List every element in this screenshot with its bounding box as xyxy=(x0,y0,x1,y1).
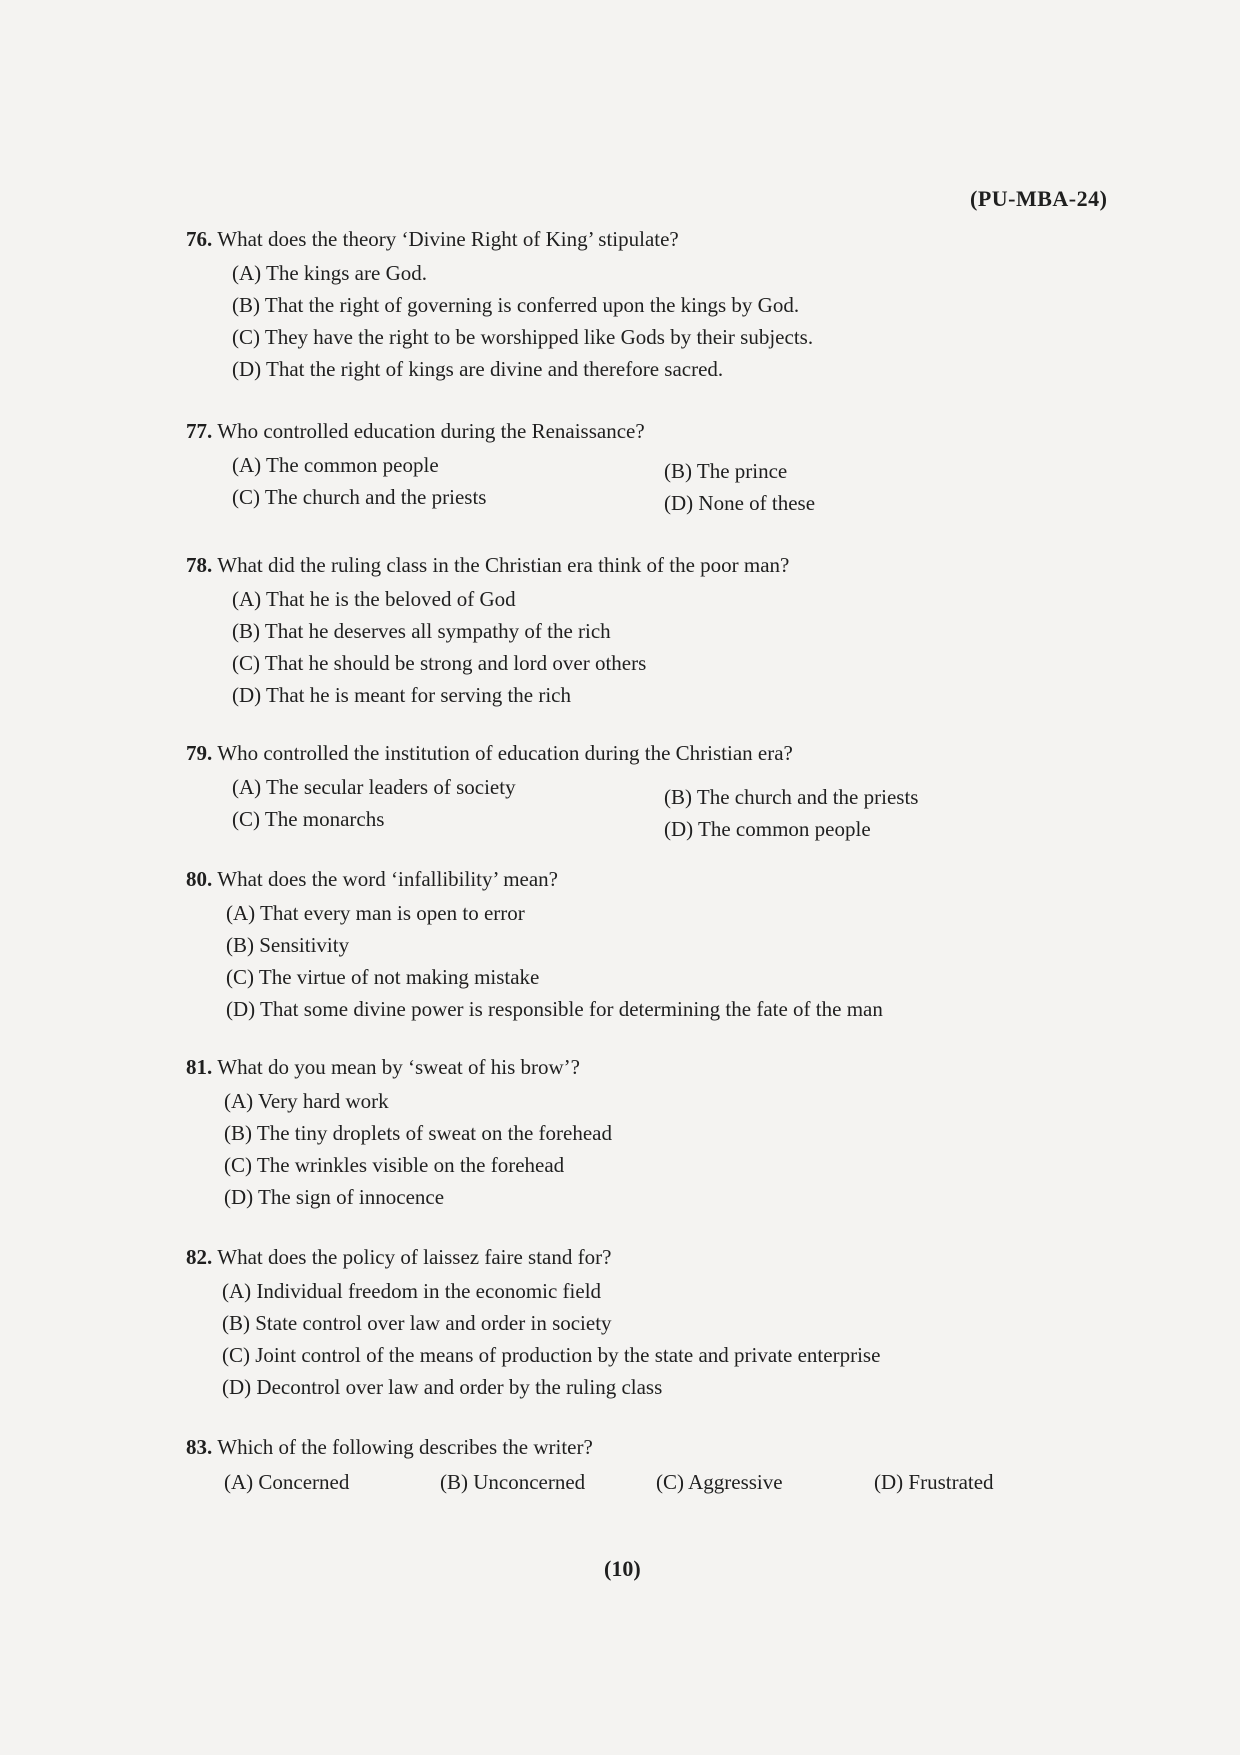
option-b: (B) State control over law and order in society xyxy=(222,1311,612,1336)
option-a: (A) The kings are God. xyxy=(232,261,427,286)
question-82 xyxy=(186,1244,1086,1403)
question-text: What does the word ‘infallibility’ mean? xyxy=(217,867,558,891)
question-text: What do you mean by ‘sweat of his brow’? xyxy=(217,1055,580,1079)
options-grid xyxy=(232,771,992,842)
option-b: (B) The tiny droplets of sweat on the forehead xyxy=(224,1121,612,1146)
question-stem xyxy=(186,1244,1086,1271)
option-c: (C) That he should be strong and lord over others xyxy=(232,651,647,676)
option-d: (D) The common people xyxy=(664,817,871,842)
question-77 xyxy=(186,418,1086,516)
question-text: What does the theory ‘Divine Right of King’ stipulate? xyxy=(217,227,679,251)
question-text: What does the policy of laissez faire stand for? xyxy=(217,1245,612,1269)
question-78 xyxy=(186,552,1086,711)
question-number: 81. xyxy=(186,1055,213,1079)
page-number: (10) xyxy=(604,1556,641,1581)
option-c: (C) The wrinkles visible on the forehead xyxy=(224,1153,565,1178)
question-number: 79. xyxy=(186,741,213,765)
option-a: (A) Individual freedom in the economic field xyxy=(222,1279,602,1304)
option-d: (D) None of these xyxy=(664,491,816,516)
option-c: (C) Joint control of the means of production by the state and private enterprise xyxy=(222,1343,881,1368)
question-stem xyxy=(186,552,1086,579)
option-d: (D) Decontrol over law and order by the ruling class xyxy=(222,1375,663,1400)
option-d: (D) That some divine power is responsible for determining the fate of the man xyxy=(226,997,883,1022)
question-stem xyxy=(186,740,1086,767)
option-a: (A) Concerned xyxy=(224,1470,350,1495)
option-d: (D) That the right of kings are divine and therefore sacred. xyxy=(232,357,724,382)
options-grid xyxy=(232,449,992,516)
options-row xyxy=(224,1465,1024,1499)
option-a: (A) That every man is open to error xyxy=(226,901,525,926)
question-text: Who controlled the institution of education during the Christian era? xyxy=(217,741,793,765)
option-a: (A) Very hard work xyxy=(224,1089,389,1114)
question-number: 82. xyxy=(186,1245,213,1269)
option-c: (C) They have the right to be worshipped like Gods by their subjects. xyxy=(232,325,814,350)
option-d: (D) The sign of innocence xyxy=(224,1185,445,1210)
option-b: (B) The church and the priests xyxy=(664,785,919,810)
option-b: (B) Unconcerned xyxy=(440,1470,586,1495)
question-83 xyxy=(186,1434,1086,1499)
option-d: (D) Frustrated xyxy=(874,1470,994,1495)
option-a: (A) That he is the beloved of God xyxy=(232,587,516,612)
question-81 xyxy=(186,1054,1086,1213)
question-stem xyxy=(186,1434,1086,1461)
question-stem xyxy=(186,1054,1086,1081)
question-text: Which of the following describes the writer? xyxy=(217,1435,593,1459)
paper-code: (PU-MBA-24) xyxy=(970,186,1108,211)
question-number: 78. xyxy=(186,553,213,577)
option-c: (C) The virtue of not making mistake xyxy=(226,965,540,990)
question-number: 80. xyxy=(186,867,213,891)
question-text: What did the ruling class in the Christian era think of the poor man? xyxy=(217,553,790,577)
option-d: (D) That he is meant for serving the rich xyxy=(232,683,572,708)
option-b: (B) That the right of governing is conferred upon the kings by God. xyxy=(232,293,800,318)
question-76 xyxy=(186,226,1086,385)
option-a: (A) The common people xyxy=(232,453,439,478)
question-stem xyxy=(186,418,1086,445)
option-b: (B) That he deserves all sympathy of the rich xyxy=(232,619,611,644)
question-stem xyxy=(186,866,1086,893)
question-number: 77. xyxy=(186,419,213,443)
question-stem xyxy=(186,226,1086,253)
question-number: 83. xyxy=(186,1435,213,1459)
question-79 xyxy=(186,740,1086,842)
question-80 xyxy=(186,866,1086,1025)
option-b: (B) The prince xyxy=(664,459,788,484)
question-text: Who controlled education during the Renaissance? xyxy=(217,419,645,443)
option-c: (C) The monarchs xyxy=(232,807,385,832)
option-c: (C) Aggressive xyxy=(656,1470,783,1495)
option-c: (C) The church and the priests xyxy=(232,485,487,510)
option-a: (A) The secular leaders of society xyxy=(232,775,516,800)
question-number: 76. xyxy=(186,227,213,251)
option-b: (B) Sensitivity xyxy=(226,933,350,958)
